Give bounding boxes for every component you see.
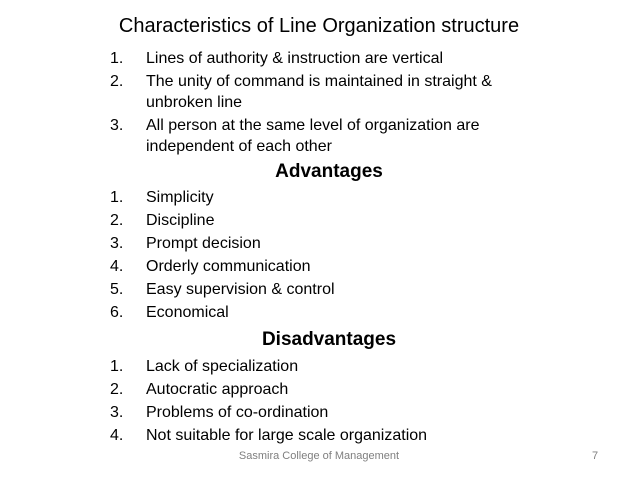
list-item-number: 1. bbox=[110, 50, 124, 67]
characteristics-list bbox=[110, 48, 506, 159]
list-item-number: 4. bbox=[110, 258, 124, 275]
list-item bbox=[110, 279, 506, 300]
list-item bbox=[110, 379, 506, 400]
list-item-text: Prompt decision bbox=[146, 235, 261, 252]
list-item-number: 4. bbox=[110, 427, 124, 444]
list-item-text: Easy supervision & control bbox=[146, 281, 335, 298]
footer-source: Sasmira College of Management bbox=[238, 450, 400, 462]
disadvantages-list bbox=[110, 356, 506, 448]
list-item bbox=[110, 233, 506, 254]
list-item-text: Lines of authority & instruction are vertical bbox=[146, 50, 444, 67]
list-item-number: 2. bbox=[110, 73, 124, 90]
list-item bbox=[110, 356, 506, 377]
list-item bbox=[110, 71, 506, 113]
list-item-number: 3. bbox=[110, 404, 124, 421]
list-item-number: 6. bbox=[110, 304, 124, 321]
advantages-list bbox=[110, 187, 506, 325]
list-item-text: Discipline bbox=[146, 212, 215, 229]
list-item bbox=[110, 256, 506, 277]
list-item bbox=[110, 187, 506, 208]
list-item bbox=[110, 115, 506, 157]
list-item bbox=[110, 402, 506, 423]
list-item-number: 2. bbox=[110, 381, 124, 398]
list-item-number: 3. bbox=[110, 117, 124, 134]
list-item-text: Orderly communication bbox=[146, 258, 311, 275]
page-number: 7 bbox=[592, 450, 599, 462]
list-item bbox=[110, 48, 506, 69]
list-item-number: 2. bbox=[110, 212, 124, 229]
list-item-number: 3. bbox=[110, 235, 124, 252]
list-item bbox=[110, 302, 506, 323]
list-item-text: All person at the same level of organization are independent of each other bbox=[146, 117, 480, 155]
list-item bbox=[110, 425, 506, 446]
slide-title: Characteristics of Line Organization structure bbox=[118, 15, 520, 37]
list-item-text: Economical bbox=[146, 304, 229, 321]
list-item-text: The unity of command is maintained in straight & unbroken line bbox=[146, 73, 492, 111]
list-item-number: 5. bbox=[110, 281, 124, 298]
list-item bbox=[110, 210, 506, 231]
advantages-heading: Advantages bbox=[275, 161, 383, 182]
list-item-text: Autocratic approach bbox=[146, 381, 289, 398]
disadvantages-heading: Disadvantages bbox=[261, 329, 397, 350]
list-item-text: Lack of specialization bbox=[146, 358, 299, 375]
list-item-text: Simplicity bbox=[146, 189, 214, 206]
list-item-number: 1. bbox=[110, 189, 124, 206]
list-item-number: 1. bbox=[110, 358, 124, 375]
list-item-text: Problems of co-ordination bbox=[146, 404, 329, 421]
list-item-text: Not suitable for large scale organization bbox=[146, 427, 428, 444]
